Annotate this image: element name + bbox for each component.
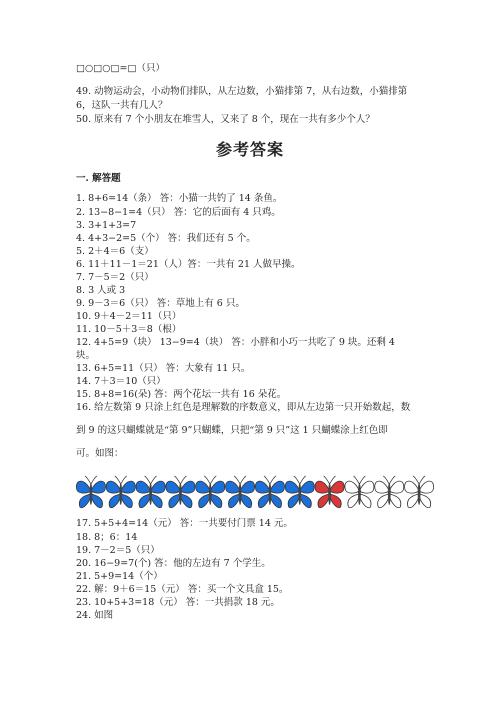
butterfly-wing [330, 494, 342, 508]
butterfly-4 [166, 476, 195, 508]
butterfly-wing [109, 494, 121, 508]
butterfly-body [298, 483, 301, 505]
butterfly-wing [285, 481, 300, 493]
butterfly-wing [210, 481, 225, 493]
line-top-4: 50. 原来有 7 个小朋友在堆雪人，又来了 8 个，现在一共有多少个人？ [76, 114, 375, 125]
butterfly-wing [169, 494, 181, 508]
butterfly-6 [226, 476, 255, 508]
butterfly-2 [106, 476, 135, 508]
butterfly-wing [300, 494, 312, 508]
butterfly-body [328, 483, 331, 505]
line-top-1: □○□○□=□（只） [76, 63, 165, 74]
answer-line: 4. 4+3−2=5（个） 答：我们还有 5 个。 [76, 233, 256, 244]
section-title: 一. 解答题 [76, 173, 121, 184]
butterfly-9 [315, 476, 344, 508]
butterfly-body [149, 483, 152, 505]
answer-line: 16. 给左数第 9 只涂上红色是理解数的序数意义，即从左边第一只开始数起，数 [76, 402, 411, 413]
butterfly-wing [180, 494, 192, 508]
butterfly-8 [285, 476, 314, 508]
butterfly-wing [345, 481, 360, 493]
butterfly-wing [348, 494, 360, 508]
answer-line: 17. 5+5+4=14（元） 答：一共要付门票 14 元。 [76, 518, 293, 529]
answer-line: 13. 6+5=11（只） 答：大象有 11 只。 [76, 363, 251, 374]
butterfly-wing [91, 481, 106, 493]
butterfly-body [90, 483, 93, 505]
answer-line: 块。 [76, 350, 96, 361]
answer-line: 9. 9－3＝6（只） 答：草地上有 6 只。 [76, 298, 245, 309]
line-top-2: 49. 动物运动会，小动物们排队，从左边数，小猫排第 7，从右边数，小猫排第 [76, 86, 408, 97]
butterfly-11 [375, 476, 404, 508]
butterfly-wing [270, 481, 285, 493]
butterfly-12 [405, 476, 434, 508]
answer-line: 6. 11＋11－1＝21（人）答：一共有 21 人做早操。 [76, 259, 301, 270]
butterfly-wing [255, 481, 270, 493]
butterfly-wing [226, 481, 241, 493]
butterfly-wing [166, 481, 181, 493]
answer-line: 8. 3 人或 3 [76, 285, 126, 296]
butterfly-wing [76, 481, 91, 493]
answer-line: 15. 8+8=16(朵) 答：两个花坛一共有 16 朵花。 [76, 389, 287, 400]
butterfly-wing [196, 481, 211, 493]
butterfly-body [418, 483, 421, 505]
butterfly-wing [419, 494, 431, 508]
butterfly-wing [139, 494, 151, 508]
butterfly-wing [300, 481, 315, 493]
butterfly-wing [359, 481, 374, 493]
answer-line: 20. 16−9=7(个) 答：他的左边有 7 个学生。 [76, 558, 271, 569]
butterfly-wing [405, 481, 420, 493]
butterfly-1 [76, 476, 105, 508]
answer-line: 7. 7－5＝2（只） [76, 272, 154, 283]
butterfly-wing [121, 481, 136, 493]
butterfly-wing [389, 494, 401, 508]
butterfly-wing [389, 481, 404, 493]
answer-line: 22. 解：9＋6＝15（元） 答：买一个文具盒 15。 [76, 584, 289, 595]
butterfly-wing [228, 494, 240, 508]
butterfly-wing [270, 494, 282, 508]
butterfly-wing [91, 494, 103, 508]
answer-line: 1. 8+6=14（条） 答：小猫一共钓了 14 条鱼。 [76, 193, 283, 204]
answer-line: 3. 3+1+3=7 [76, 220, 137, 231]
butterfly-3 [136, 476, 165, 508]
butterfly-wing [121, 494, 133, 508]
butterfly-wing [258, 494, 270, 508]
butterfly-wing [240, 481, 255, 493]
butterfly-wing [240, 494, 252, 508]
butterfly-5 [196, 476, 225, 508]
butterfly-wing [199, 494, 211, 508]
butterfly-body [388, 483, 391, 505]
butterfly-body [209, 483, 212, 505]
answer-line: 19. 7－2＝5（只） [76, 545, 160, 556]
butterfly-wing [318, 494, 330, 508]
butterfly-wing [288, 494, 300, 508]
butterfly-body [269, 483, 272, 505]
line-top-3: 6，这队一共有几人？ [76, 100, 168, 111]
answer-line: 到 9 的这只蝴蝶就是“第 9”只蝴蝶，只把“第 9 只”这 1 只蝴蝶涂上红色即 [76, 425, 388, 436]
butterfly-wing [407, 494, 419, 508]
answer-line: 18. 8；6：14 [76, 532, 138, 543]
butterfly-body [179, 483, 182, 505]
butterfly-body [239, 483, 242, 505]
butterfly-body [119, 483, 122, 505]
butterfly-wing [330, 481, 345, 493]
butterfly-wing [210, 494, 222, 508]
answer-line: 24. 如图 [76, 610, 114, 621]
butterfly-wing [106, 481, 121, 493]
butterfly-wing [378, 494, 390, 508]
answer-line: 2. 13−8−1=4（只） 答：它的后面有 4 只鸡。 [76, 207, 281, 218]
answer-title: 参考答案 [215, 140, 284, 159]
butterfly-wing [151, 494, 163, 508]
answer-line: 可。如图： [76, 448, 124, 459]
butterfly-wing [315, 481, 330, 493]
butterfly-7 [255, 476, 284, 508]
butterfly-wing [419, 481, 434, 493]
butterfly-wing [375, 481, 390, 493]
answer-line: 12. 4+5=9（块） 13−9=4（块） 答：小胖和小巧一共吃了 9 块。还剩 4 [76, 337, 395, 348]
answer-line: 21. 5+9=14（个） [76, 571, 163, 582]
butterfly-body [358, 483, 361, 505]
butterfly-wing [136, 481, 151, 493]
answer-line: 11. 10－5＋3＝8（根） [76, 324, 182, 335]
answer-line: 10. 9＋4－2＝11（只） [76, 311, 182, 322]
answer-line: 5. 2＋4＝6（支） [76, 246, 154, 257]
butterfly-wing [359, 494, 371, 508]
answer-line: 23. 10+5+3=18（元） 答：一共捐款 18 元。 [76, 597, 280, 608]
butterfly-figure [76, 474, 434, 512]
answer-line: 14. 7＋3＝10（只） [76, 376, 166, 387]
butterfly-wing [151, 481, 166, 493]
butterfly-wing [79, 494, 91, 508]
butterfly-10 [345, 476, 374, 508]
butterfly-wing [180, 481, 195, 493]
